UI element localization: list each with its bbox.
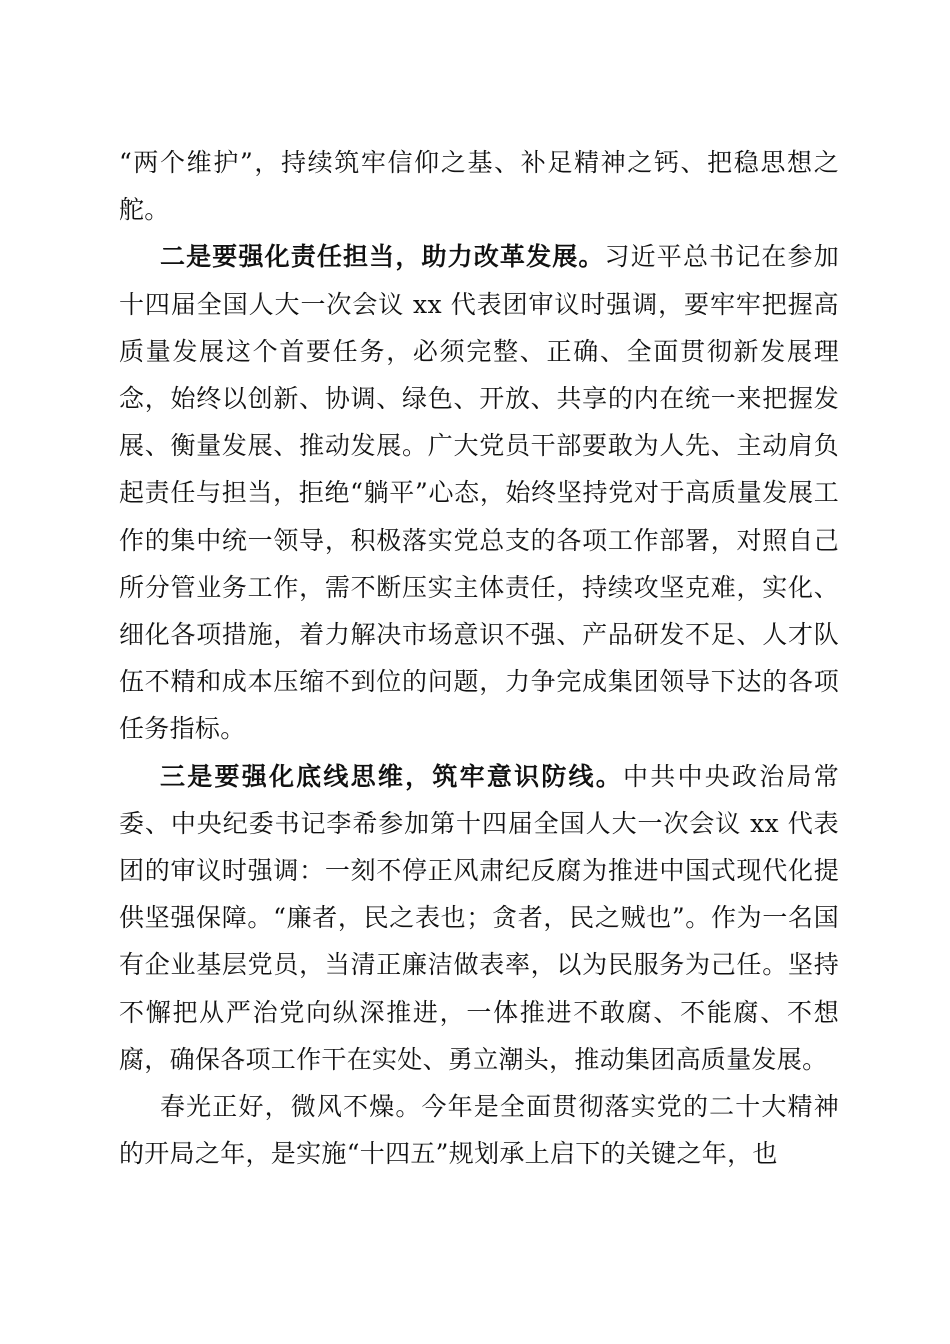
- paragraph-1-text: “两个维护”，持续筑牢信仰之基、补足精神之钙、把稳思想之舵。: [119, 148, 839, 225]
- paragraph-3-text: 中共中央政治局常委、中央纪委书记李希参加第十四届全国人大一次会议 xx 代表团的审议时强调：一刻不停正风肃纪反腐为推进中国式现代化提供坚强保障。“廉者，民之表也；贪者，民之贼也”。作为一名国有企业基层党员，当清正廉洁做表率，以为民服务为己任。坚持不懈把从严治党向纵深推进，一体推进不敢腐、不能腐、不想腐，确保各项工作干在实处、勇立潮头，推动集团高质量发展。: [119, 761, 839, 1074]
- paragraph-4-text: 春光正好，微风不燥。今年是全面贯彻落实党的二十大精神的开局之年，是实施“十四五”规划承上启下的关键之年，也: [119, 1092, 839, 1169]
- paragraph-2-text: 习近平总书记在参加十四届全国人大一次会议 xx 代表团审议时强调，要牢牢把握高质量发展这个首要任务，必须完整、正确、全面贯彻新发展理念，始终以创新、协调、绿色、开放、共享的内在统一来把握发展、衡量发展、推动发展。广大党员干部要敢为人先、主动肩负起责任与担当，拒绝“躺平”心态，始终坚持党对于高质量发展工作的集中统一领导，积极落实党总支的各项工作部署，对照自己所分管业务工作，需不断压实主体责任，持续攻坚克难，实化、细化各项措施，着力解决市场意识不强、产品研发不足、人才队伍不精和成本压缩不到位的问题，力争完成集团领导下达的各项任务指标。: [119, 242, 839, 744]
- paragraph-3-heading: 三是要强化底线思维，筑牢意识防线。: [160, 761, 624, 791]
- paragraph-4: [119, 1083, 839, 1177]
- paragraph-3: [119, 753, 839, 1083]
- paragraph-2-heading: 二是要强化责任担当，助力改革发展。: [160, 242, 605, 272]
- document-body: [119, 139, 839, 1177]
- paragraph-1: [119, 139, 839, 233]
- paragraph-2: [119, 233, 839, 752]
